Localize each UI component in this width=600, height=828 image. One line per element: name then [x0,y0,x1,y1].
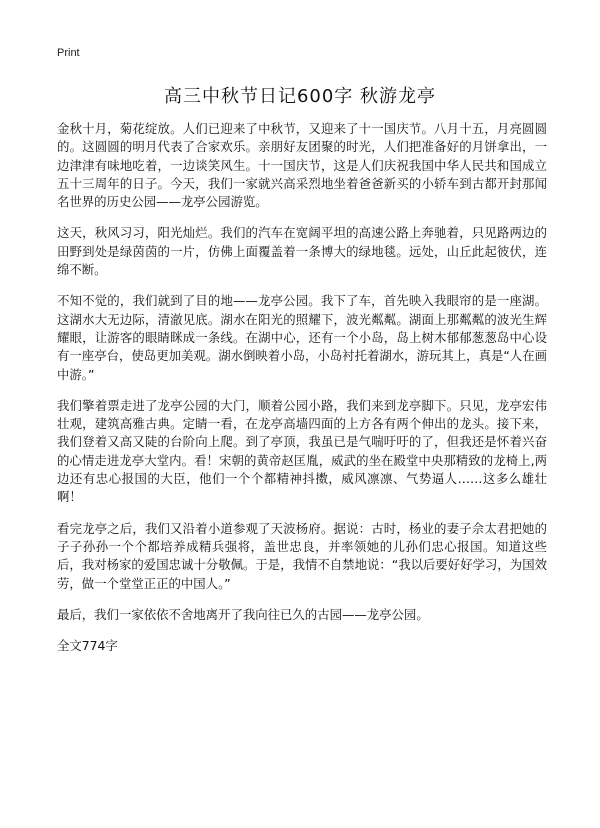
paragraph-1: 金秋十月，菊花绽放。人们已迎来了中秋节，又迎来了十一国庆节。八月十五，月亮圆圆的。这圆圆的明月代表了合家欢乐。亲朋好友团聚的时光，人们把准备好的月饼拿出，一边津津有味地吃着，一边谈笑风生。十一国庆节，这是人们庆祝我国中华人民共和国成立五十三周年的日子。今天，我们一家就兴高采烈地坐着爸爸新买的小轿车到古都开封那闻名世界的历史公园——龙亭公园游览。 [57,121,547,210]
print-link[interactable]: Print [57,47,80,59]
paragraph-5: 看完龙亭之后，我们又沿着小道参观了天波杨府。据说：古时，杨业的妻子佘太君把她的子子孙孙一个个都培养成精兵强将，盖世忠良，并率领她的儿孙们忠心报国。知道这些后，我对杨家的爱国忠诚十分敬佩。于是，我情不自禁地说：“我以后要好好学习，为国效劳，做一个堂堂正正的中国人。” [57,520,547,591]
paragraph-6: 最后，我们一家依依不舍地离开了我向往已久的古园——龙亭公园。 [57,606,429,622]
paragraph-4: 我们擎着票走进了龙亭公园的大门，顺着公园小路，我们来到龙亭脚下。只见，龙亭宏伟壮观，建筑高雅古典。定睛一看，在龙亭高墙四面的上方各有两个伸出的龙头。接下来，我们登着又高又陡的台阶向上爬。到了亭顶，我虽已是气喘吁吁的了，但我还是怀着兴奋的心情走进龙亭大堂内。看！宋朝的黄帝赵匡胤，威武的坐在殿堂中央那精致的龙椅上,两边还有忠心报国的大臣，他们一个个都精神抖擞，威风凛凛、气势逼人……这多么雄壮啊！ [57,397,547,505]
paragraph-2: 这天，秋风习习，阳光灿烂。我们的汽车在宽阔平坦的高速公路上奔驰着，只见路两边的田野到处是绿茵茵的一片，仿佛上面覆盖着一条博大的绿地毯。远处，山丘此起彼伏，连绵不断。 [57,225,547,278]
word-count: 全文774字 [57,638,118,654]
article-title: 高三中秋节日记600字 秋游龙亭 [163,86,437,107]
paragraph-3: 不知不觉的，我们就到了目的地——龙亭公园。我下了车，首先映入我眼帘的是一座湖。这湖水大无边际，清澈见底。湖水在阳光的照耀下，波光粼粼。湖面上那粼粼的波光生辉耀眼，让游客的眼睛眯成一条线。在湖中心，还有一个小岛，岛上树木郁郁葱葱岛中心设有一座亭台，使岛更加美观。湖水倒映着小岛，小岛衬托着湖水，游玩其上，真是“人在画中游。” [57,293,547,382]
article-body [57,120,547,668]
